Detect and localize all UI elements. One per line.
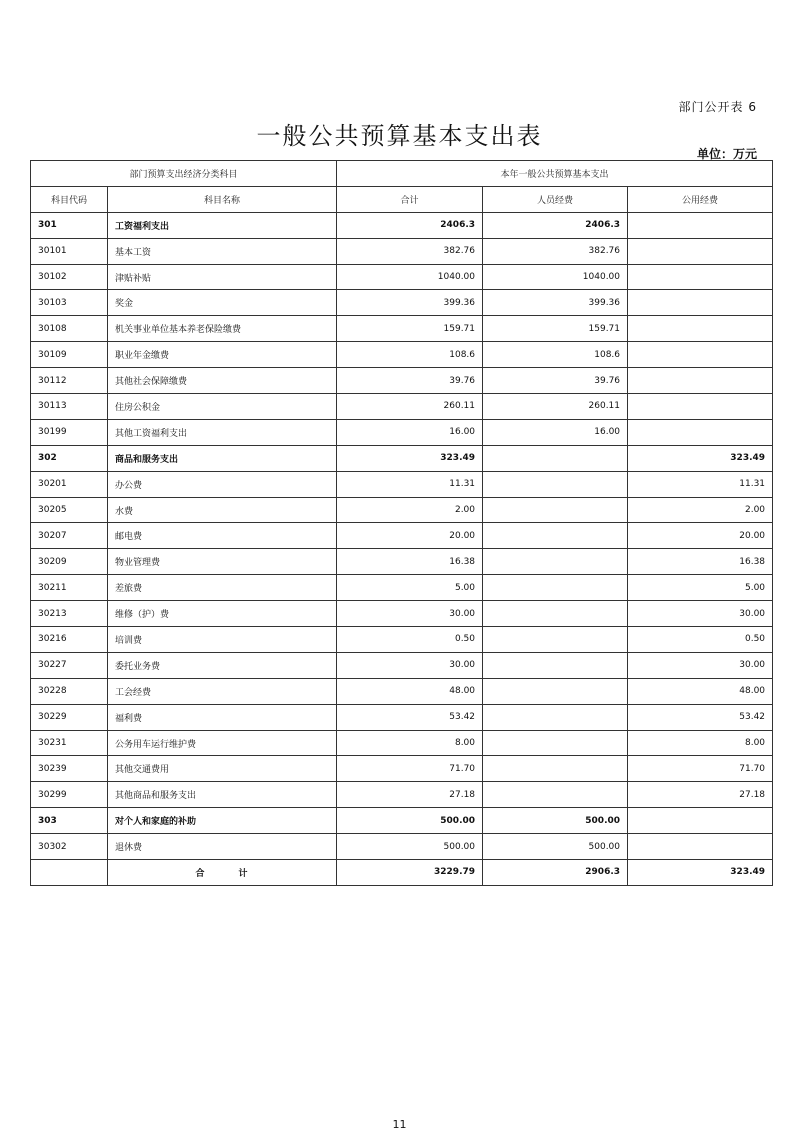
public-cell: 20.00: [628, 523, 773, 549]
table-row: [31, 471, 773, 497]
table-row: [31, 678, 773, 704]
personnel-cell: [483, 756, 628, 782]
name-cell: 奖金: [108, 290, 337, 316]
total-cell: 1040.00: [337, 264, 483, 290]
total-cell: 16.00: [337, 419, 483, 445]
public-cell: 30.00: [628, 601, 773, 627]
code-cell: 30213: [31, 601, 108, 627]
name-cell: 办公费: [108, 471, 337, 497]
group-header-left: 部门预算支出经济分类科目: [31, 161, 337, 187]
table-row: [31, 238, 773, 264]
table-row: [31, 290, 773, 316]
table-row: [31, 704, 773, 730]
name-cell: 机关事业单位基本养老保险缴费: [108, 316, 337, 342]
name-cell: 职业年金缴费: [108, 342, 337, 368]
name-cell: 邮电费: [108, 523, 337, 549]
personnel-cell: 2406.3: [483, 212, 628, 238]
table-row: [31, 316, 773, 342]
public-cell: 0.50: [628, 627, 773, 653]
total-cell: 260.11: [337, 394, 483, 420]
public-cell: [628, 316, 773, 342]
page-number: 11: [392, 1118, 407, 1131]
personnel-cell: [483, 678, 628, 704]
name-cell: 退休费: [108, 834, 337, 860]
public-cell: [628, 808, 773, 834]
name-cell: 培训费: [108, 627, 337, 653]
public-cell: 2.00: [628, 497, 773, 523]
name-cell: 津贴补贴: [108, 264, 337, 290]
code-cell: 30229: [31, 704, 108, 730]
personnel-cell: 39.76: [483, 368, 628, 394]
total-cell: 382.76: [337, 238, 483, 264]
code-cell: 30199: [31, 419, 108, 445]
public-cell: 16.38: [628, 549, 773, 575]
table-row: [31, 497, 773, 523]
public-cell: 53.42: [628, 704, 773, 730]
table-row: [31, 445, 773, 471]
table-row: [31, 549, 773, 575]
total-cell: 71.70: [337, 756, 483, 782]
personnel-cell: [483, 627, 628, 653]
table-row: [31, 808, 773, 834]
personnel-cell: [483, 575, 628, 601]
public-cell: [628, 238, 773, 264]
total-cell: 53.42: [337, 704, 483, 730]
code-cell: 30103: [31, 290, 108, 316]
code-cell: 30112: [31, 368, 108, 394]
table-row: [31, 342, 773, 368]
name-cell: 工资福利支出: [108, 212, 337, 238]
personnel-cell: 108.6: [483, 342, 628, 368]
code-cell: 30216: [31, 627, 108, 653]
table-row: [31, 368, 773, 394]
table-row: [31, 782, 773, 808]
public-cell: 5.00: [628, 575, 773, 601]
public-cell: 11.31: [628, 471, 773, 497]
total-sum-cell: 3229.79: [337, 860, 483, 886]
total-row: [31, 860, 773, 886]
code-cell: 30209: [31, 549, 108, 575]
personnel-cell: 500.00: [483, 808, 628, 834]
total-cell: 399.36: [337, 290, 483, 316]
total-cell: 5.00: [337, 575, 483, 601]
table-row: [31, 394, 773, 420]
personnel-cell: [483, 523, 628, 549]
total-cell: 16.38: [337, 549, 483, 575]
code-cell: 301: [31, 212, 108, 238]
personnel-cell: [483, 497, 628, 523]
public-cell: [628, 419, 773, 445]
group-header-right: 本年一般公共预算基本支出: [337, 161, 773, 187]
table-row: [31, 601, 773, 627]
public-cell: [628, 212, 773, 238]
total-cell: 500.00: [337, 834, 483, 860]
public-cell: [628, 834, 773, 860]
total-cell: 30.00: [337, 652, 483, 678]
code-cell: 30101: [31, 238, 108, 264]
code-cell: 30108: [31, 316, 108, 342]
personnel-cell: 159.71: [483, 316, 628, 342]
name-cell: 公务用车运行维护费: [108, 730, 337, 756]
personnel-cell: 500.00: [483, 834, 628, 860]
code-cell: 30239: [31, 756, 108, 782]
total-cell: 159.71: [337, 316, 483, 342]
total-personnel-cell: 2906.3: [483, 860, 628, 886]
total-cell: 323.49: [337, 445, 483, 471]
public-cell: [628, 394, 773, 420]
name-cell: 住房公积金: [108, 394, 337, 420]
total-cell: 2.00: [337, 497, 483, 523]
personnel-cell: [483, 782, 628, 808]
total-cell: 27.18: [337, 782, 483, 808]
column-header-name: 科目名称: [108, 186, 337, 212]
personnel-cell: 16.00: [483, 419, 628, 445]
personnel-cell: 399.36: [483, 290, 628, 316]
code-cell: 30205: [31, 497, 108, 523]
name-cell: 物业管理费: [108, 549, 337, 575]
code-cell: 30102: [31, 264, 108, 290]
code-cell: 30227: [31, 652, 108, 678]
code-cell: 30109: [31, 342, 108, 368]
code-cell: 30302: [31, 834, 108, 860]
personnel-cell: 382.76: [483, 238, 628, 264]
group-header-row: [31, 161, 773, 187]
public-cell: [628, 264, 773, 290]
code-cell: 30211: [31, 575, 108, 601]
total-cell: 11.31: [337, 471, 483, 497]
personnel-cell: [483, 730, 628, 756]
document-number: 部门公开表 6: [678, 100, 757, 114]
code-cell: 30231: [31, 730, 108, 756]
personnel-cell: [483, 652, 628, 678]
name-cell: 工会经费: [108, 678, 337, 704]
table-row: [31, 212, 773, 238]
personnel-cell: 1040.00: [483, 264, 628, 290]
code-cell: 303: [31, 808, 108, 834]
name-cell: 委托业务费: [108, 652, 337, 678]
total-cell: 30.00: [337, 601, 483, 627]
column-header-total: 合计: [337, 186, 483, 212]
name-cell: 其他交通费用: [108, 756, 337, 782]
name-cell: 商品和服务支出: [108, 445, 337, 471]
code-cell: 302: [31, 445, 108, 471]
name-cell: 福利费: [108, 704, 337, 730]
public-cell: 8.00: [628, 730, 773, 756]
total-cell: 0.50: [337, 627, 483, 653]
table-row: [31, 575, 773, 601]
table-row: [31, 756, 773, 782]
public-cell: 48.00: [628, 678, 773, 704]
column-header-public: 公用经费: [628, 186, 773, 212]
total-cell: 2406.3: [337, 212, 483, 238]
name-cell: 水费: [108, 497, 337, 523]
total-cell: 500.00: [337, 808, 483, 834]
personnel-cell: [483, 445, 628, 471]
personnel-cell: [483, 549, 628, 575]
table-row: [31, 652, 773, 678]
expenditure-table: [30, 160, 773, 886]
total-label-cell: 合计: [108, 860, 337, 886]
name-cell: 基本工资: [108, 238, 337, 264]
total-cell: 8.00: [337, 730, 483, 756]
personnel-cell: [483, 471, 628, 497]
name-cell: 其他商品和服务支出: [108, 782, 337, 808]
table-row: [31, 264, 773, 290]
public-cell: 71.70: [628, 756, 773, 782]
table-row: [31, 627, 773, 653]
personnel-cell: [483, 704, 628, 730]
code-cell: 30113: [31, 394, 108, 420]
total-cell: 20.00: [337, 523, 483, 549]
public-cell: 30.00: [628, 652, 773, 678]
table-row: [31, 523, 773, 549]
code-cell: 30228: [31, 678, 108, 704]
name-cell: 差旅费: [108, 575, 337, 601]
personnel-cell: 260.11: [483, 394, 628, 420]
code-cell: 30207: [31, 523, 108, 549]
table-row: [31, 834, 773, 860]
total-cell: 48.00: [337, 678, 483, 704]
page-title: 一般公共预算基本支出表: [256, 122, 543, 150]
column-header-row: [31, 186, 773, 212]
name-cell: 其他工资福利支出: [108, 419, 337, 445]
public-cell: [628, 342, 773, 368]
table-row: [31, 419, 773, 445]
total-cell: 39.76: [337, 368, 483, 394]
public-cell: 27.18: [628, 782, 773, 808]
total-public-cell: 323.49: [628, 860, 773, 886]
public-cell: 323.49: [628, 445, 773, 471]
unit-label: 单位：万元: [696, 147, 757, 161]
table-row: [31, 730, 773, 756]
name-cell: 维修（护）费: [108, 601, 337, 627]
total-cell: 108.6: [337, 342, 483, 368]
column-header-code: 科目代码: [31, 186, 108, 212]
name-cell: 对个人和家庭的补助: [108, 808, 337, 834]
public-cell: [628, 368, 773, 394]
name-cell: 其他社会保障缴费: [108, 368, 337, 394]
code-cell: 30201: [31, 471, 108, 497]
total-code-cell: [31, 860, 108, 886]
personnel-cell: [483, 601, 628, 627]
public-cell: [628, 290, 773, 316]
code-cell: 30299: [31, 782, 108, 808]
column-header-personnel: 人员经费: [483, 186, 628, 212]
